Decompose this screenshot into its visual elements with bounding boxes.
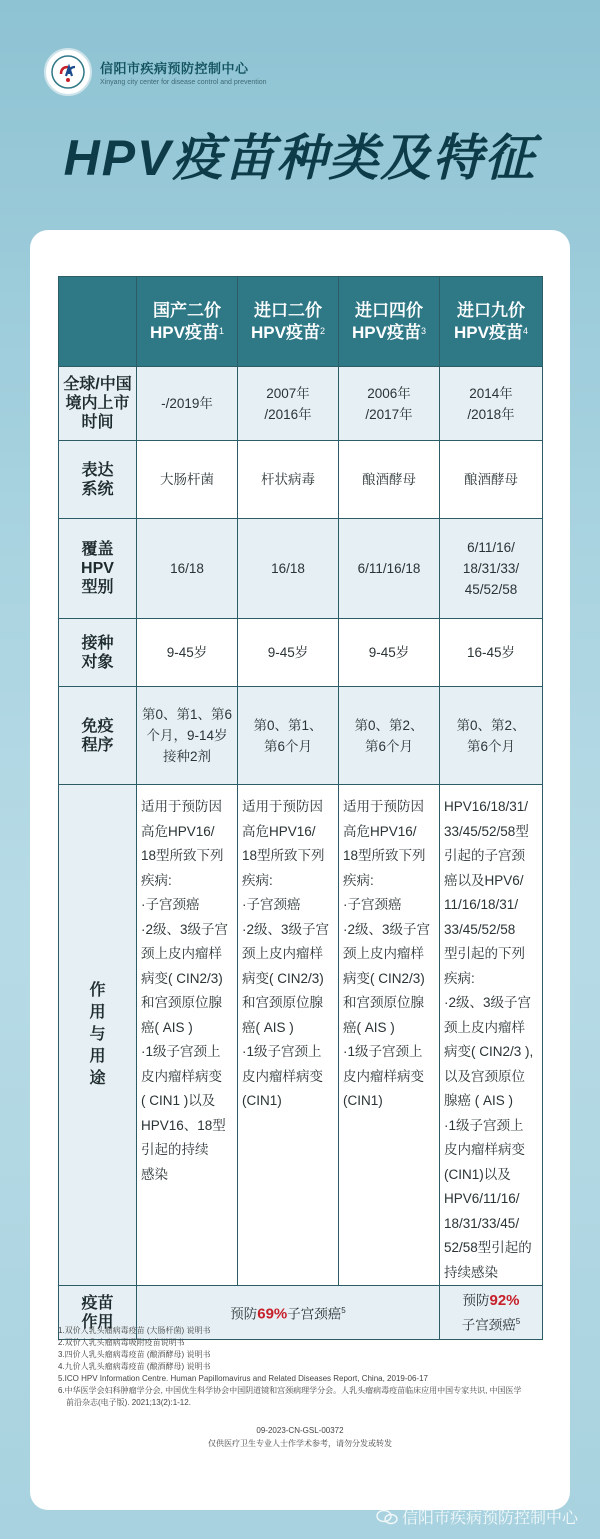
- reference-item: 6.中华医学会妇科肿瘤学分会, 中国优生科学协会中国阴道镜和宫颈病理学分会。人乳头瘤病毒疫苗临床应用中国专家共识, 中国医学: [58, 1386, 522, 1395]
- table-cell: 16-45岁: [440, 619, 543, 687]
- reference-item: 前沿杂志(电子版). 2021;13(2):1-12.: [66, 1398, 191, 1407]
- org-name-en: Xinyang city center for disease control and prevention: [100, 79, 267, 86]
- org-name-cn: 信阳市疾病预防控制中心: [100, 61, 249, 76]
- table-cell: 6/11/16/ 18/31/33/ 45/52/58: [440, 519, 543, 619]
- references: [58, 1325, 548, 1409]
- table-corner: [59, 277, 137, 367]
- table-row: [59, 619, 543, 687]
- table-cell: 酿酒酵母: [339, 441, 440, 519]
- watermark: [376, 1505, 578, 1528]
- row-label-expression: 表达 系统: [59, 441, 137, 519]
- table-cell: HPV16/18/31/ 33/45/52/58型 引起的子宫颈 癌以及HPV6/ 11/16/18/31/ 33/45/52/58 型引起的下列 疾病: ·2级、3级子宫 颈上皮内瘤样 病变( CIN2/3 ), 以及宫颈原位 腺癌 ( AIS ) ·1级子宫颈上 皮内瘤样病变 (CIN1)以及 HPV6/11/16/ 18/31/33/45/ 52/58型引起的 持续感染: [440, 785, 543, 1286]
- effect-cell-bivalent-quadrivalent: 预防69%子宫颈癌$^5$: [137, 1286, 440, 1340]
- table-cell: 大肠杆菌: [137, 441, 238, 519]
- reference-item: 2.双价人乳头瘤病毒吸附疫苗说明书: [58, 1338, 185, 1347]
- reference-item: 1.双价人乳头瘤病毒疫苗 (大肠杆菌) 说明书: [58, 1326, 211, 1335]
- table-cell: 酿酒酵母: [440, 441, 543, 519]
- column-header-imported-nonavalent: 进口九价 HPV疫苗$^4$: [440, 277, 543, 367]
- table-cell: 2006年 /2017年: [339, 367, 440, 441]
- table-cell: 9-45岁: [137, 619, 238, 687]
- row-label-coverage: 覆盖 HPV 型别: [59, 519, 137, 619]
- effect-percent: 92%: [489, 1291, 520, 1309]
- table-row: [59, 785, 543, 1286]
- cdc-logo-icon: [44, 48, 92, 96]
- table-cell: 9-45岁: [339, 619, 440, 687]
- effect-cell-nonavalent: 预防92% 子宫颈癌$^5$: [440, 1286, 543, 1340]
- table-cell: 6/11/16/18: [339, 519, 440, 619]
- table-cell: 2007年 /2016年: [238, 367, 339, 441]
- table-row: [59, 441, 543, 519]
- row-label-effect: 疫苗 作用: [59, 1286, 137, 1340]
- page-title: HPV疫苗种类及特征: [63, 130, 537, 186]
- column-header-imported-quadrivalent: 进口四价 HPV疫苗$^3$: [339, 277, 440, 367]
- table-cell: 第0、第1、第6 个月，9-14岁 接种2剂: [137, 687, 238, 785]
- effect-percent: 69%: [257, 1305, 288, 1323]
- disclaimer: 仅供医疗卫生专业人士作学术参考，请勿分发或转发: [208, 1439, 392, 1448]
- table-cell: 适用于预防因 高危HPV16/ 18型所致下列 疾病: ·子宫颈癌 ·2级、3级子宫 颈上皮内瘤样 病变( CIN2/3) 和宫颈原位腺 癌( AIS ) ·1级子宫颈上 皮内瘤样病变 (CIN1): [238, 785, 339, 1286]
- table-cell: 第0、第2、 第6个月: [440, 687, 543, 785]
- table-row: [59, 367, 543, 441]
- reference-item: 5.ICO HPV Information Centre. Human Papillomavirus and Related Diseases Report, China, 2019-06-17: [58, 1374, 428, 1383]
- table-row: [59, 519, 543, 619]
- row-label-use: 作 用 与 用 途: [59, 785, 137, 1286]
- wechat-icon: [376, 1509, 398, 1525]
- table-cell: 9-45岁: [238, 619, 339, 687]
- org-header: [44, 48, 267, 96]
- row-label-launch: 全球/中国 境内上市 时间: [59, 367, 137, 441]
- table-cell: 2014年 /2018年: [440, 367, 543, 441]
- reference-item: 4.九价人乳头瘤病毒疫苗 (酿酒酵母) 说明书: [58, 1362, 211, 1371]
- row-label-schedule: 免疫 程序: [59, 687, 137, 785]
- watermark-text: 信阳市疾病预防控制中心: [401, 1510, 578, 1527]
- row-label-target: 接种 对象: [59, 619, 137, 687]
- table-cell: 适用于预防因 高危HPV16/ 18型所致下列 疾病: ·子宫颈癌 ·2级、3级子宫 颈上皮内瘤样 病变( CIN2/3) 和宫颈原位腺 癌( AIS ) ·1级子宫颈上 皮内瘤样病变 ( CIN1 )以及 HPV16、18型 引起的持续 感染: [137, 785, 238, 1286]
- table-cell: 第0、第2、 第6个月: [339, 687, 440, 785]
- table-cell: 16/18: [137, 519, 238, 619]
- document-code: 09-2023-CN-GSL-00372: [256, 1426, 344, 1435]
- reference-item: 3.四价人乳头瘤病毒疫苗 (酿酒酵母) 说明书: [58, 1350, 211, 1359]
- vaccine-comparison-table: [58, 276, 543, 1340]
- column-header-domestic-bivalent: 国产二价 HPV疫苗$^1$: [137, 277, 238, 367]
- table-cell: 第0、第1、 第6个月: [238, 687, 339, 785]
- table-row: [59, 687, 543, 785]
- table-cell: -/2019年: [137, 367, 238, 441]
- column-header-imported-bivalent: 进口二价 HPV疫苗$^2$: [238, 277, 339, 367]
- table-cell: 16/18: [238, 519, 339, 619]
- table-cell: 适用于预防因 高危HPV16/ 18型所致下列 疾病: ·子宫颈癌 ·2级、3级子宫 颈上皮内瘤样 病变( CIN2/3) 和宫颈原位腺 癌( AIS ) ·1级子宫颈上 皮内瘤样病变 (CIN1): [339, 785, 440, 1286]
- table-cell: 杆状病毒: [238, 441, 339, 519]
